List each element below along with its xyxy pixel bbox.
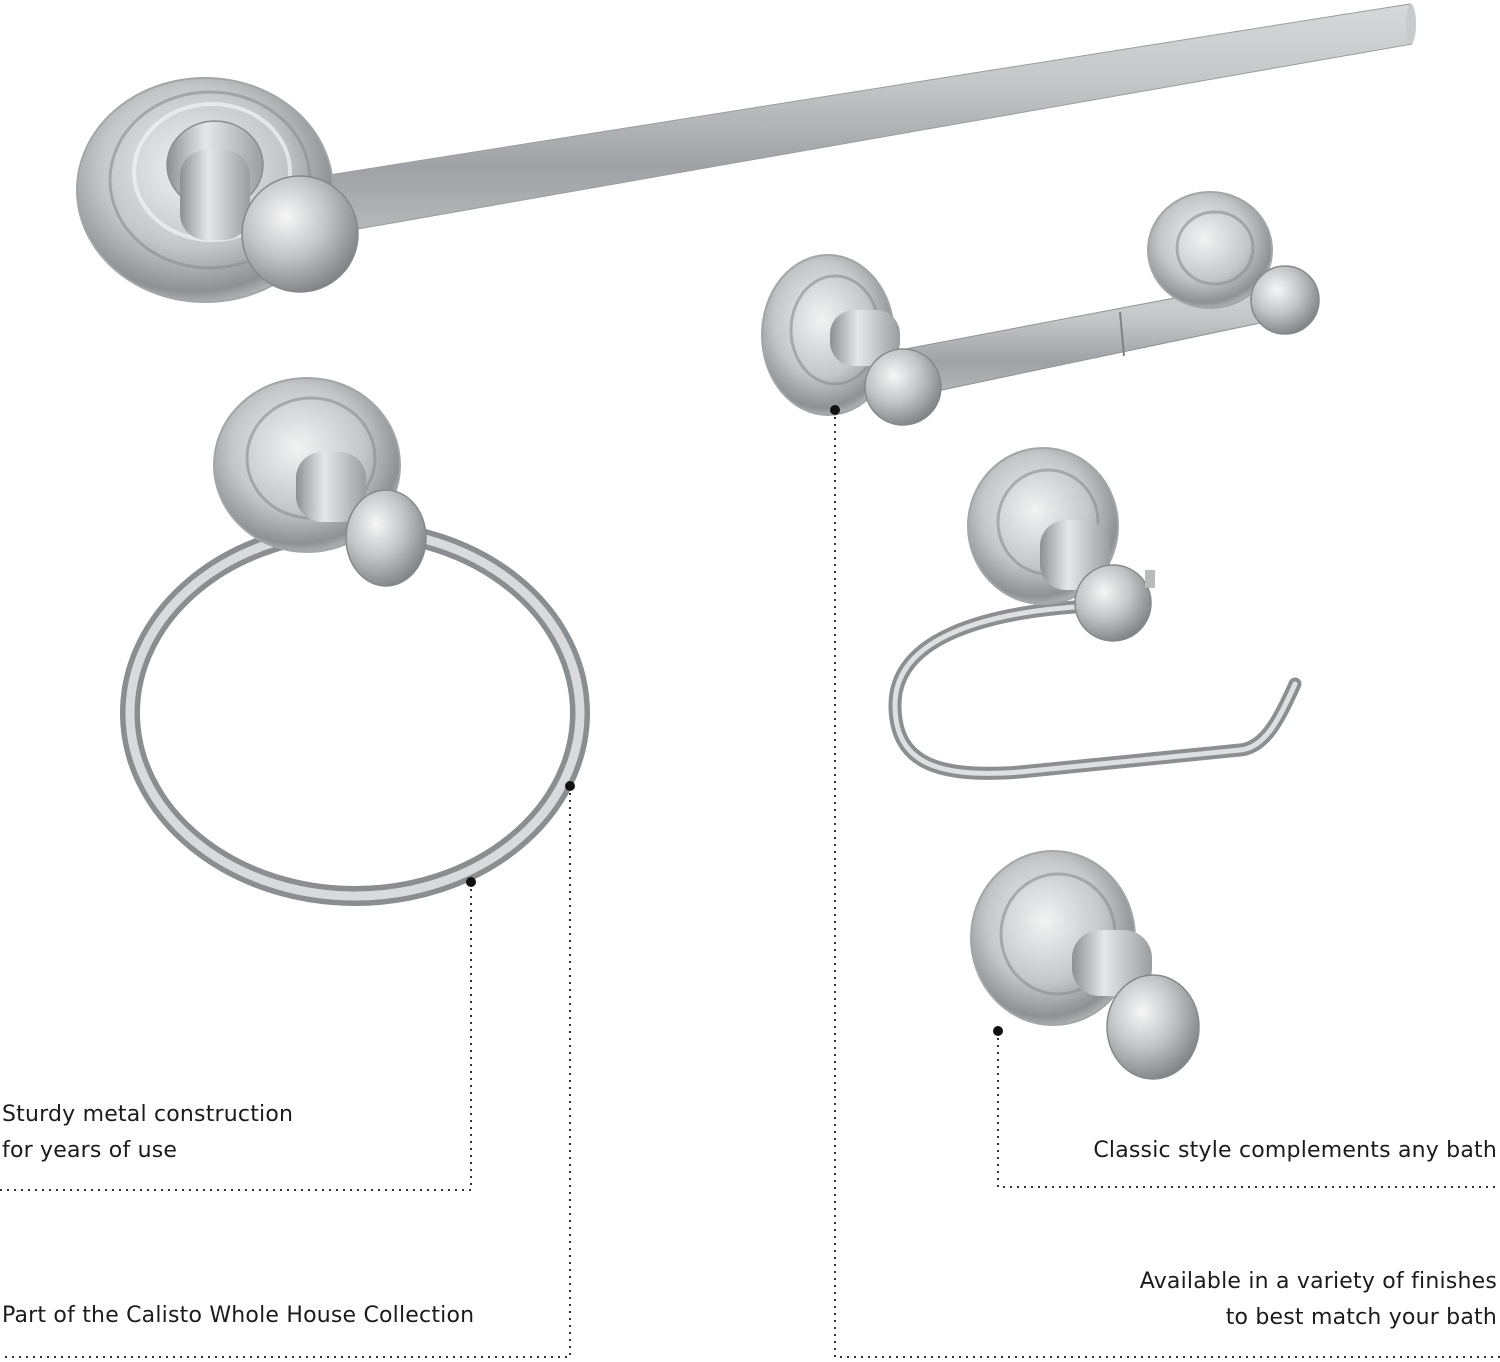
callout-sturdy <box>2 1097 293 1169</box>
callout-available-line1: Available in a variety of finishes <box>1139 1269 1497 1294</box>
leader-dots <box>466 405 1003 1036</box>
euro-paper-holder <box>895 448 1295 773</box>
callout-sturdy-line1: Sturdy metal construction <box>2 1102 294 1127</box>
leader-available <box>835 410 1500 1357</box>
dot-classic <box>993 1026 1003 1036</box>
toilet-paper-holder <box>762 192 1319 425</box>
callout-classic-line1: Classic style complements any bath <box>1093 1138 1497 1163</box>
callout-classic <box>1093 1133 1497 1169</box>
dot-part-of <box>565 781 575 791</box>
towel-ring <box>130 378 580 896</box>
leader-lines <box>0 410 1500 1357</box>
dot-sturdy <box>466 877 476 887</box>
callout-part-of-line1: Part of the Calisto Whole House Collection <box>2 1303 475 1328</box>
callout-available <box>1140 1264 1497 1336</box>
robe-hook <box>971 851 1199 1079</box>
callout-part-of <box>2 1298 474 1334</box>
callout-available-line2: to best match your bath <box>1225 1305 1497 1330</box>
callout-sturdy-line2: for years of use <box>2 1138 178 1163</box>
dot-available <box>830 405 840 415</box>
